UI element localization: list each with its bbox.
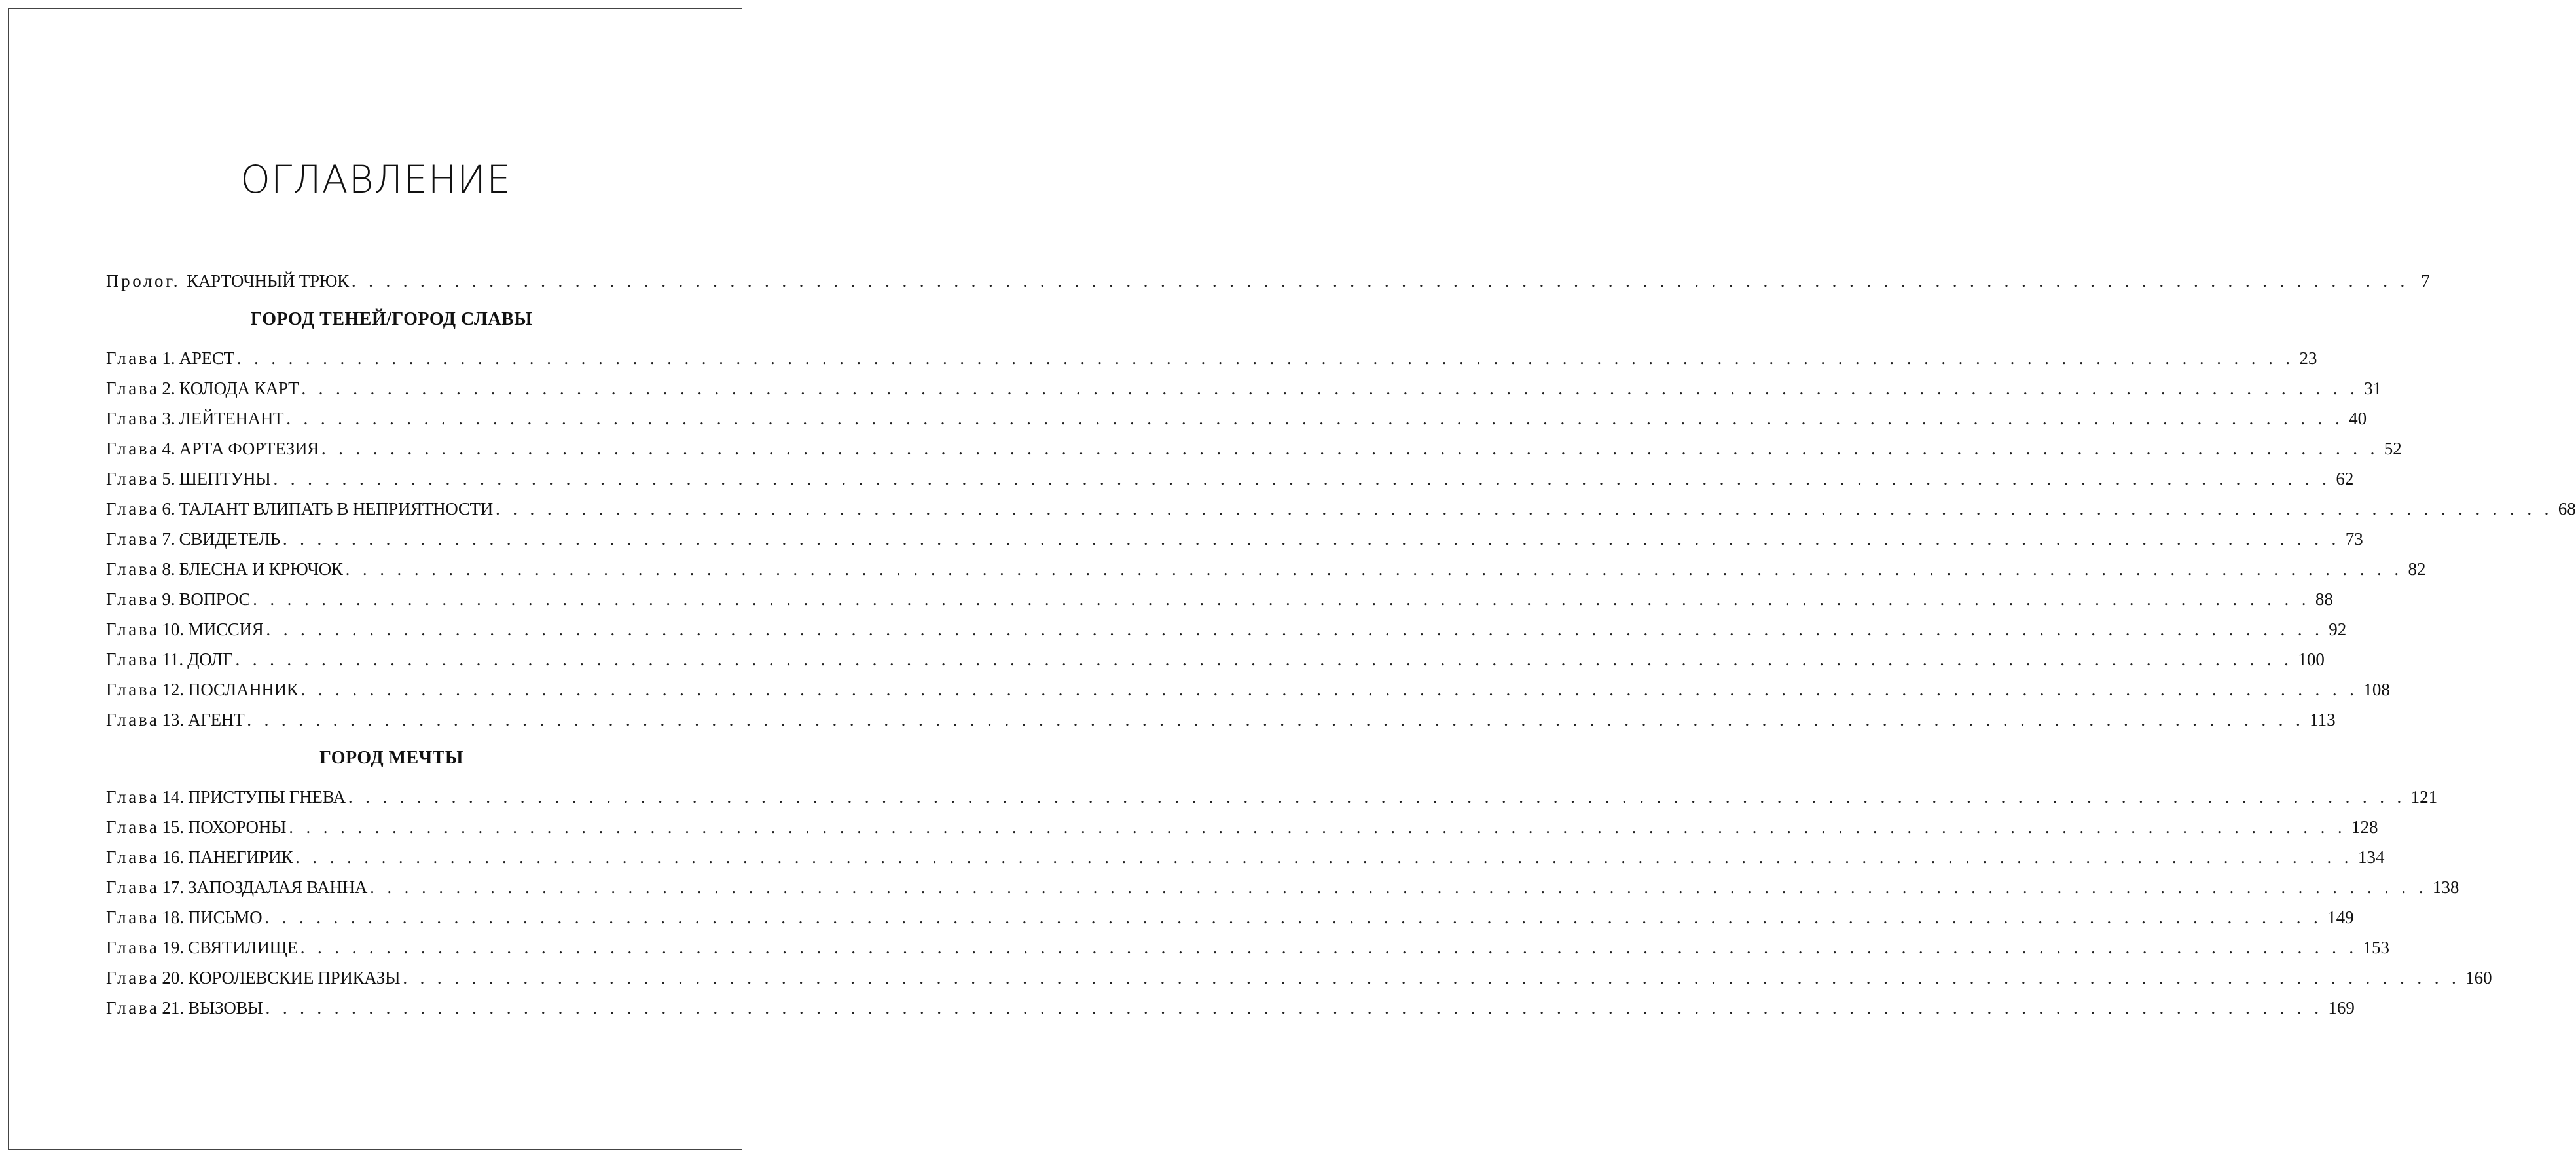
entry-prefix: Глава [106, 378, 160, 398]
dot-leader: . . . . . . . . . . . . . . . . . . . . . . . . . . . . . . . . . . . . . . . . . . . . . . . . . . . . . . . . . . . . . . . . . . . . . . . . . . . . . . . . . . . . . . . . . . . . . . . . . . . . . . . . . . . . . . . . . . . . . . . . [495, 499, 2553, 519]
dot-leader: . . . . . . . . . . . . . . . . . . . . . . . . . . . . . . . . . . . . . . . . . . . . . . . . . . . . . . . . . . . . . . . . . . . . . . . . . . . . . . . . . . . . . . . . . . . . . . . . . . . . . . . . . . . . . . . . . . . . . . . . [403, 968, 2461, 987]
entry-page-number: 23 [2299, 348, 2317, 368]
entry-number: 13. [162, 710, 185, 729]
entry-prefix: Глава [106, 680, 160, 699]
entry-page-number: 62 [2336, 469, 2354, 488]
entry-prefix: Глава [106, 589, 160, 609]
toc-entry[interactable] [106, 842, 2385, 872]
toc-entry[interactable] [106, 902, 2354, 932]
entry-page-number: 31 [2364, 378, 2382, 398]
dot-leader: . . . . . . . . . . . . . . . . . . . . . . . . . . . . . . . . . . . . . . . . . . . . . . . . . . . . . . . . . . . . . . . . . . . . . . . . . . . . . . . . . . . . . . . . . . . . . . . . . . . . . . . . . . . . . . . . . . . . . . . . [348, 787, 2406, 807]
toc-entry[interactable] [106, 584, 2333, 614]
dot-leader: . . . . . . . . . . . . . . . . . . . . . . . . . . . . . . . . . . . . . . . . . . . . . . . . . . . . . . . . . . . . . . . . . . . . . . . . . . . . . . . . . . . . . . . . . . . . . . . . . . . . . . . . . . . . . . . . . . . . . . . . [273, 469, 2331, 488]
entry-prefix: Глава [106, 968, 160, 987]
entry-title: КОЛОДА КАРТ [179, 378, 299, 398]
entry-title: КАРТОЧНЫЙ ТРЮК [187, 271, 349, 291]
entry-title: ВЫЗОВЫ [188, 998, 263, 1018]
entry-title: ПРИСТУПЫ ГНЕВА [188, 787, 346, 807]
entry-title: МИССИЯ [188, 619, 264, 639]
entry-number: 15. [162, 817, 185, 837]
toc-entry[interactable] [106, 403, 2367, 433]
entry-number: 10. [162, 619, 185, 639]
entry-number: 17. [162, 877, 185, 897]
entry-page-number: 92 [2329, 619, 2347, 639]
entry-page-number: 88 [2315, 589, 2333, 609]
entry-title: ПОХОРОНЫ [188, 817, 287, 837]
entry-prefix: Глава [106, 817, 160, 837]
dot-leader: . . . . . . . . . . . . . . . . . . . . . . . . . . . . . . . . . . . . . . . . . . . . . . . . . . . . . . . . . . . . . . . . . . . . . . . . . . . . . . . . . . . . . . . . . . . . . . . . . . . . . . . . . . . . . . . . . . . . . . . . [266, 619, 2324, 639]
entry-number: 3. [162, 409, 175, 428]
entry-prefix: Глава [106, 710, 160, 729]
toc-entry[interactable] [106, 614, 2347, 644]
entry-title: ПОСЛАННИК [188, 680, 299, 699]
entry-number: 9. [162, 589, 175, 609]
entry-page-number: 149 [2327, 908, 2354, 927]
entry-page-number: 7 [2421, 271, 2430, 291]
entry-page-number: 113 [2310, 710, 2336, 729]
dot-leader: . . . . . . . . . . . . . . . . . . . . . . . . . . . . . . . . . . . . . . . . . . . . . . . . . . . . . . . . . . . . . . . . . . . . . . . . . . . . . . . . . . . . . . . . . . . . . . . . . . . . . . . . . . . . . . . . . . . . . . . . [370, 877, 2427, 897]
entry-number: 12. [162, 680, 185, 699]
entry-page-number: 169 [2328, 998, 2355, 1018]
toc-entry[interactable] [106, 644, 2325, 674]
entry-prefix: Глава [106, 938, 160, 957]
entry-page-number: 121 [2410, 787, 2438, 807]
dot-leader: . . . . . . . . . . . . . . . . . . . . . . . . . . . . . . . . . . . . . . . . . . . . . . . . . . . . . . . . . . . . . . . . . . . . . . . . . . . . . . . . . . . . . . . . . . . . . . . . . . . . . . . . . . . . . . . . . . . . . . . . [345, 559, 2403, 579]
entry-number: 7. [162, 529, 175, 549]
entry-title: БЛЕСНА И КРЮЧОК [179, 559, 343, 579]
toc-entry[interactable] [106, 554, 2426, 584]
dot-leader: . . . . . . . . . . . . . . . . . . . . . . . . . . . . . . . . . . . . . . . . . . . . . . . . . . . . . . . . . . . . . . . . . . . . . . . . . . . . . . . . . . . . . . . . . . . . . . . . . . . . . . . . . . . . . . . . . . . . . . . . [321, 439, 2379, 458]
dot-leader: . . . . . . . . . . . . . . . . . . . . . . . . . . . . . . . . . . . . . . . . . . . . . . . . . . . . . . . . . . . . . . . . . . . . . . . . . . . . . . . . . . . . . . . . . . . . . . . . . . . . . . . . . . . . . . . . . . . . . . . . [289, 817, 2347, 837]
entry-title: АРТА ФОРТЕЗИЯ [179, 439, 319, 458]
entry-prefix: Глава [106, 787, 160, 807]
toc-entry[interactable] [106, 705, 2336, 735]
dot-leader: . . . . . . . . . . . . . . . . . . . . . . . . . . . . . . . . . . . . . . . . . . . . . . . . . . . . . . . . . . . . . . . . . . . . . . . . . . . . . . . . . . . . . . . . . . . . . . . . . . . . . . . . . . . . . . . . . . . . . . . . [295, 847, 2353, 867]
toc-entry[interactable] [106, 494, 2576, 524]
dot-leader: . . . . . . . . . . . . . . . . . . . . . . . . . . . . . . . . . . . . . . . . . . . . . . . . . . . . . . . . . . . . . . . . . . . . . . . . . . . . . . . . . . . . . . . . . . . . . . . . . . . . . . . . . . . . . . . . . . . . . . . . [300, 680, 2359, 699]
entry-title: ТАЛАНТ ВЛИПАТЬ В НЕПРИЯТНОСТИ [179, 499, 493, 519]
dot-leader: . . . . . . . . . . . . . . . . . . . . . . . . . . . . . . . . . . . . . . . . . . . . . . . . . . . . . . . . . . . . . . . . . . . . . . . . . . . . . . . . . . . . . . . . . . . . . . . . . . . . . . . . . . . . . . . . . . . . . . . . [236, 348, 2295, 368]
dot-leader: . . . . . . . . . . . . . . . . . . . . . . . . . . . . . . . . . . . . . . . . . . . . . . . . . . . . . . . . . . . . . . . . . . . . . . . . . . . . . . . . . . . . . . . . . . . . . . . . . . . . . . . . . . . . . . . . . . . . . . . . [265, 998, 2323, 1018]
section-heading: ГОРОД ТЕНЕЙ/ГОРОД СЛАВЫ [250, 309, 533, 329]
toc-entry[interactable] [106, 674, 2390, 705]
entry-prefix: Глава [106, 650, 160, 669]
section-heading: ГОРОД МЕЧТЫ [319, 748, 463, 768]
entry-page-number: 68 [2558, 499, 2576, 519]
entry-prefix: Глава [106, 439, 160, 458]
entry-title: ЛЕЙТЕНАНТ [179, 409, 284, 428]
toc-entry[interactable] [106, 872, 2459, 902]
entry-page-number: 134 [2357, 847, 2385, 867]
entry-page-number: 108 [2363, 680, 2390, 699]
entry-number: 18. [162, 908, 185, 927]
dot-leader: . . . . . . . . . . . . . . . . . . . . . . . . . . . . . . . . . . . . . . . . . . . . . . . . . . . . . . . . . . . . . . . . . . . . . . . . . . . . . . . . . . . . . . . . . . . . . . . . . . . . . . . . . . . . . . . . . . . . . . . . [351, 271, 2409, 291]
toc-entry[interactable] [106, 464, 2354, 494]
toc-entry[interactable] [106, 812, 2378, 842]
toc-entry[interactable] [106, 524, 2363, 554]
entry-prefix: Глава [106, 877, 160, 897]
entry-prefix: Глава [106, 469, 160, 488]
entry-number: 4. [162, 439, 175, 458]
dot-leader: . . . . . . . . . . . . . . . . . . . . . . . . . . . . . . . . . . . . . . . . . . . . . . . . . . . . . . . . . . . . . . . . . . . . . . . . . . . . . . . . . . . . . . . . . . . . . . . . . . . . . . . . . . . . . . . . . . . . . . . . [286, 409, 2344, 428]
entry-number: 6. [162, 499, 175, 519]
entry-number: 2. [162, 378, 175, 398]
entry-number: 19. [162, 938, 185, 957]
entry-number: 20. [162, 968, 185, 987]
entry-title: ПИСЬМО [188, 908, 263, 927]
entry-title: АРЕСТ [179, 348, 234, 368]
entry-prefix: Глава [106, 619, 160, 639]
dot-leader: . . . . . . . . . . . . . . . . . . . . . . . . . . . . . . . . . . . . . . . . . . . . . . . . . . . . . . . . . . . . . . . . . . . . . . . . . . . . . . . . . . . . . . . . . . . . . . . . . . . . . . . . . . . . . . . . . . . . . . . . [282, 529, 2340, 549]
entry-number: 21. [162, 998, 185, 1018]
entry-title: ПАНЕГИРИК [188, 847, 293, 867]
dot-leader: . . . . . . . . . . . . . . . . . . . . . . . . . . . . . . . . . . . . . . . . . . . . . . . . . . . . . . . . . . . . . . . . . . . . . . . . . . . . . . . . . . . . . . . . . . . . . . . . . . . . . . . . . . . . . . . . . . . . . . . . [301, 378, 2359, 398]
entry-page-number: 73 [2345, 529, 2363, 549]
entry-number: 8. [162, 559, 175, 579]
table-of-contents [106, 266, 2576, 1023]
entry-page-number: 52 [2384, 439, 2402, 458]
entry-prefix: Глава [106, 529, 160, 549]
toc-entry[interactable] [106, 373, 2382, 403]
entry-prefix: Глава [106, 998, 160, 1018]
toc-entry[interactable] [106, 993, 2355, 1023]
entry-page-number: 138 [2432, 877, 2459, 897]
entry-prefix: Глава [106, 559, 160, 579]
entry-page-number: 128 [2351, 817, 2378, 837]
toc-entry[interactable] [106, 343, 2317, 373]
entry-number: 16. [162, 847, 185, 867]
toc-entry[interactable] [106, 963, 2492, 993]
page-title: ОГЛАВЛЕНИЕ [240, 157, 511, 202]
entry-prefix: Глава [106, 409, 160, 428]
entry-prefix: Глава [106, 908, 160, 927]
dot-leader: . . . . . . . . . . . . . . . . . . . . . . . . . . . . . . . . . . . . . . . . . . . . . . . . . . . . . . . . . . . . . . . . . . . . . . . . . . . . . . . . . . . . . . . . . . . . . . . . . . . . . . . . . . . . . . . . . . . . . . . . [300, 938, 2358, 957]
entry-prefix: Пролог. [106, 271, 181, 291]
toc-entry[interactable] [106, 932, 2390, 963]
toc-entry[interactable] [106, 433, 2402, 464]
entry-page-number: 153 [2363, 938, 2390, 957]
dot-leader: . . . . . . . . . . . . . . . . . . . . . . . . . . . . . . . . . . . . . . . . . . . . . . . . . . . . . . . . . . . . . . . . . . . . . . . . . . . . . . . . . . . . . . . . . . . . . . . . . . . . . . . . . . . . . . . . . . . . . . . . [253, 589, 2310, 609]
dot-leader: . . . . . . . . . . . . . . . . . . . . . . . . . . . . . . . . . . . . . . . . . . . . . . . . . . . . . . . . . . . . . . . . . . . . . . . . . . . . . . . . . . . . . . . . . . . . . . . . . . . . . . . . . . . . . . . . . . . . . . . . [247, 710, 2305, 729]
toc-entry[interactable] [106, 782, 2438, 812]
dot-leader: . . . . . . . . . . . . . . . . . . . . . . . . . . . . . . . . . . . . . . . . . . . . . . . . . . . . . . . . . . . . . . . . . . . . . . . . . . . . . . . . . . . . . . . . . . . . . . . . . . . . . . . . . . . . . . . . . . . . . . . . [264, 908, 2323, 927]
dot-leader: . . . . . . . . . . . . . . . . . . . . . . . . . . . . . . . . . . . . . . . . . . . . . . . . . . . . . . . . . . . . . . . . . . . . . . . . . . . . . . . . . . . . . . . . . . . . . . . . . . . . . . . . . . . . . . . . . . . . . . . . [235, 650, 2293, 669]
entry-number: 5. [162, 469, 175, 488]
entry-title: ВОПРОС [179, 589, 251, 609]
entry-prefix: Глава [106, 499, 160, 519]
entry-page-number: 160 [2465, 968, 2492, 987]
entry-number: 14. [162, 787, 185, 807]
entry-number: 1. [162, 348, 175, 368]
toc-entry-prologue[interactable] [106, 266, 2430, 296]
entry-prefix: Глава [106, 847, 160, 867]
entry-number: 11. [162, 650, 184, 669]
entry-title: СВЯТИЛИЩЕ [188, 938, 298, 957]
entry-prefix: Глава [106, 348, 160, 368]
entry-title: КОРОЛЕВСКИЕ ПРИКАЗЫ [188, 968, 401, 987]
entry-page-number: 100 [2298, 650, 2325, 669]
entry-title: ШЕПТУНЫ [179, 469, 271, 488]
entry-title: АГЕНТ [188, 710, 245, 729]
entry-title: ДОЛГ [187, 650, 233, 669]
entry-title: ЗАПОЗДАЛАЯ ВАННА [188, 877, 368, 897]
entry-page-number: 82 [2408, 559, 2426, 579]
entry-title: СВИДЕТЕЛЬ [179, 529, 280, 549]
entry-page-number: 40 [2349, 409, 2367, 428]
